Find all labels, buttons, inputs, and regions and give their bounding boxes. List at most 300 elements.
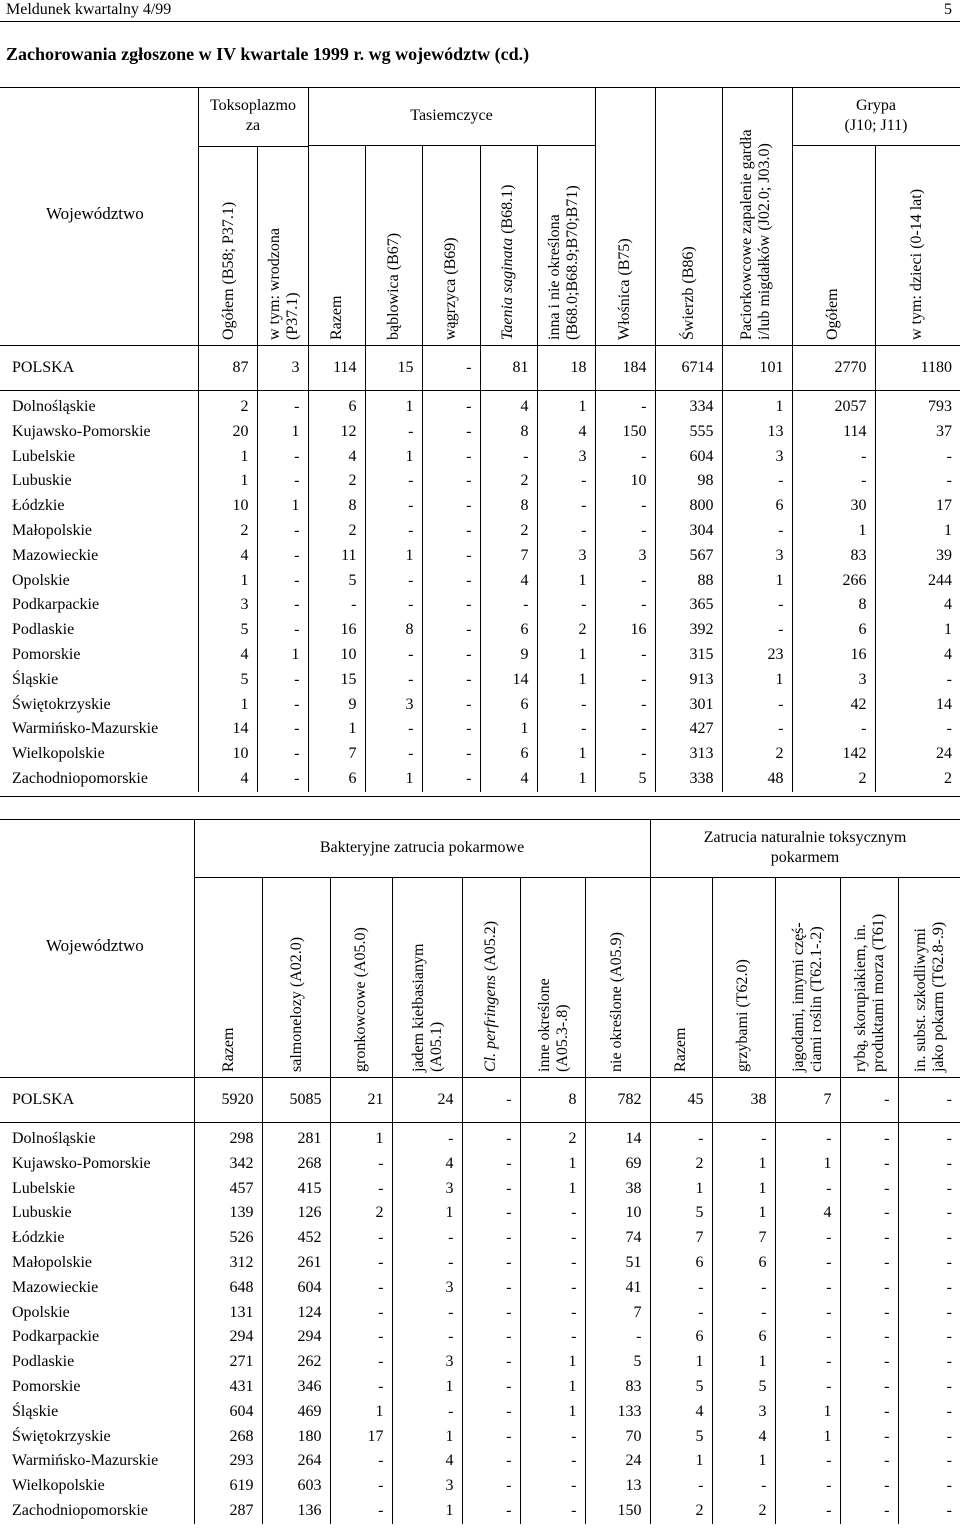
t1-div-1 — [198, 87, 199, 345]
table-cell: 8 — [480, 420, 537, 445]
table-cell: - — [480, 445, 537, 470]
table-cell: - — [595, 643, 655, 668]
table-cell: 4 — [392, 1152, 462, 1177]
table-cell: 7 — [308, 742, 365, 767]
table-cell: 24 — [585, 1449, 650, 1474]
table-cell: - — [775, 1350, 840, 1375]
table-row — [0, 1449, 960, 1474]
table-cell: 83 — [792, 544, 875, 569]
table-cell: 14 — [198, 717, 257, 742]
table-row — [0, 391, 960, 420]
table-cell: - — [520, 1449, 585, 1474]
table-cell: - — [775, 1375, 840, 1400]
table-cell: - — [330, 1226, 392, 1251]
table-cell: 6 — [308, 391, 365, 420]
table-cell: 1 — [365, 445, 422, 470]
table-cell: 427 — [655, 717, 722, 742]
table-cell: - — [898, 1474, 960, 1499]
table-cell: - — [257, 593, 308, 618]
table-cell: 1 — [392, 1425, 462, 1450]
table-cell: 7 — [480, 544, 537, 569]
table-cell: 3 — [712, 1400, 775, 1425]
region-name: Warmińsko-Mazurskie — [12, 720, 159, 738]
region-name: Śląskie — [12, 1402, 59, 1420]
table-cell: - — [462, 1226, 520, 1251]
table-cell: 526 — [194, 1226, 262, 1251]
table-cell: - — [330, 1350, 392, 1375]
table-row — [0, 544, 960, 569]
table-row — [0, 1425, 960, 1450]
col-jagodami-l1: jagodami, innymi częś- — [790, 922, 807, 1072]
col-inne-okreslone-l2: (A05.3-.8) — [554, 1004, 571, 1072]
table-cell: 1 — [257, 494, 308, 519]
table-cell: 16 — [308, 618, 365, 643]
table-row — [0, 618, 960, 643]
table-cell: 266 — [792, 569, 875, 594]
table-cell: - — [875, 445, 960, 470]
table-cell: - — [595, 519, 655, 544]
table-cell: 7 — [712, 1226, 775, 1251]
table-cell: - — [840, 1474, 898, 1499]
table2-top-rule — [0, 819, 960, 820]
table-cell: 8 — [520, 1078, 585, 1123]
table-cell: - — [330, 1301, 392, 1326]
table-cell: - — [712, 1123, 775, 1152]
table-cell: 16 — [595, 618, 655, 643]
col-grypa-dzieci: w tym: dzieci (0-14 lat) — [908, 188, 925, 340]
table-cell: 42 — [792, 693, 875, 718]
table-cell: - — [330, 1325, 392, 1350]
col-tas-razem: Razem — [328, 295, 345, 340]
table-cell: - — [520, 1499, 585, 1524]
table-cell: 1 — [792, 519, 875, 544]
region-name: Śląskie — [12, 670, 59, 688]
table-cell: - — [365, 717, 422, 742]
group-naturalne-l1: Zatrucia naturalnie toksycznym — [703, 829, 907, 846]
table-cell: - — [462, 1276, 520, 1301]
table-cell: - — [520, 1276, 585, 1301]
table-row — [0, 767, 960, 792]
table-cell: - — [775, 1123, 840, 1152]
region-name: Warmińsko-Mazurskie — [12, 1452, 159, 1470]
region-name: Pomorskie — [12, 645, 81, 663]
table-cell: - — [840, 1152, 898, 1177]
table-cell: 21 — [330, 1078, 392, 1123]
region-name: Podkarpackie — [12, 1328, 100, 1346]
region-name: Lubuskie — [12, 472, 72, 490]
table-cell: - — [898, 1425, 960, 1450]
table-cell: 3 — [537, 445, 595, 470]
table-cell: 1 — [520, 1177, 585, 1202]
table-cell: 5085 — [262, 1078, 330, 1123]
table-cell: - — [422, 544, 480, 569]
region-name: Kujawsko-Pomorskie — [12, 422, 151, 440]
table-cell: 1 — [712, 1350, 775, 1375]
table-cell: 1 — [650, 1350, 712, 1375]
table-cell: 4 — [392, 1449, 462, 1474]
col-toks-ogolem: Ogółem (B58; P37.1) — [220, 201, 237, 340]
table-row — [0, 519, 960, 544]
table-cell: - — [330, 1375, 392, 1400]
table-cell: 6 — [712, 1251, 775, 1276]
table-cell: 268 — [194, 1425, 262, 1450]
table-cell: - — [392, 1325, 462, 1350]
table1-woj-label: Województwo — [46, 204, 144, 223]
table-cell: 287 — [194, 1499, 262, 1524]
col-perfringens-name: Cl. perfringens — [482, 975, 499, 1072]
polska-row — [0, 346, 960, 391]
table-cell: - — [422, 767, 480, 792]
group-toksoplazmoza-label: Toksoplazmoza — [210, 97, 296, 134]
table-cell: - — [775, 1301, 840, 1326]
table-cell: 2770 — [792, 346, 875, 391]
col-tas-inna-l1: inna i nie określona — [546, 214, 563, 340]
table-cell: - — [840, 1350, 898, 1375]
table-cell: - — [712, 1276, 775, 1301]
table-cell: - — [257, 767, 308, 792]
table-row — [0, 1226, 960, 1251]
table-cell: - — [595, 668, 655, 693]
table-cell: 18 — [537, 346, 595, 391]
table-cell: - — [840, 1375, 898, 1400]
table-cell: 5 — [650, 1425, 712, 1450]
table-cell: 1 — [520, 1350, 585, 1375]
table-cell: 2 — [650, 1152, 712, 1177]
table-cell: 294 — [194, 1325, 262, 1350]
table-cell: 469 — [262, 1400, 330, 1425]
table-cell: 69 — [585, 1152, 650, 1177]
table-cell: 5 — [650, 1375, 712, 1400]
table-cell: - — [422, 569, 480, 594]
table-cell: - — [392, 1400, 462, 1425]
table-cell: - — [462, 1499, 520, 1524]
table-cell: 126 — [262, 1201, 330, 1226]
table-cell: 4 — [198, 643, 257, 668]
table-cell: - — [365, 494, 422, 519]
table-cell: 452 — [262, 1226, 330, 1251]
table2-woj-label: Województwo — [46, 936, 144, 955]
table-cell: 142 — [792, 742, 875, 767]
table-cell: - — [422, 469, 480, 494]
table-cell: 1 — [365, 767, 422, 792]
table-cell: 6 — [792, 618, 875, 643]
table-cell: - — [462, 1400, 520, 1425]
table-cell: 5 — [595, 767, 655, 792]
table-cell: 9 — [480, 643, 537, 668]
region-name: Mazowieckie — [12, 546, 99, 564]
table-cell: 24 — [392, 1078, 462, 1123]
region-name: Kujawsko-Pomorskie — [12, 1154, 151, 1172]
table-cell: 342 — [194, 1152, 262, 1177]
table-cell: 1 — [365, 544, 422, 569]
table-cell: 3 — [392, 1276, 462, 1301]
col-inne-okreslone-l1: inne określone — [536, 978, 553, 1072]
table-cell: 6 — [480, 742, 537, 767]
table-cell: 74 — [585, 1226, 650, 1251]
table-cell: 2 — [330, 1201, 392, 1226]
table-cell: 48 — [722, 767, 792, 792]
table-row — [0, 1177, 960, 1202]
region-name: Podlaskie — [12, 1353, 75, 1371]
group-toksoplazmoza — [198, 96, 308, 144]
col-grzybami: grzybami (T62.0) — [734, 959, 751, 1072]
table-cell: 114 — [792, 420, 875, 445]
table-cell: - — [722, 618, 792, 643]
col-tas-inna-l2: (B68.0;B68.9;B70;B71) — [564, 185, 581, 340]
col-in-subst-l1: in. subst. szkodliwymi — [912, 927, 929, 1072]
t2-div-1 — [194, 819, 195, 1077]
table-cell: - — [462, 1078, 520, 1123]
table-cell: 603 — [262, 1474, 330, 1499]
table-cell: - — [257, 693, 308, 718]
table-cell: - — [840, 1251, 898, 1276]
table-cell: 2 — [650, 1499, 712, 1524]
table-cell: - — [257, 391, 308, 420]
table-cell: 5 — [585, 1350, 650, 1375]
table-cell: - — [422, 618, 480, 643]
region-name: Zachodniopomorskie — [12, 1501, 148, 1519]
header-rule — [0, 21, 960, 22]
table-cell: 2 — [792, 767, 875, 792]
table-cell: 1 — [330, 1123, 392, 1152]
table-cell: 23 — [722, 643, 792, 668]
table-cell: 10 — [595, 469, 655, 494]
region-name: Mazowieckie — [12, 1278, 99, 1296]
table-cell: - — [520, 1201, 585, 1226]
table-cell: 6 — [650, 1251, 712, 1276]
table-cell: 1 — [722, 668, 792, 693]
table-cell: 365 — [655, 593, 722, 618]
table-cell: - — [792, 469, 875, 494]
table-cell: - — [365, 519, 422, 544]
table-cell: 10 — [308, 643, 365, 668]
table-cell: 304 — [655, 519, 722, 544]
table-cell: 1 — [392, 1375, 462, 1400]
table-cell: 45 — [650, 1078, 712, 1123]
table-row — [0, 494, 960, 519]
table-row — [0, 693, 960, 718]
table-cell: 1 — [198, 469, 257, 494]
table-row — [0, 1350, 960, 1375]
region-name: Dolnośląskie — [12, 398, 96, 415]
table-cell: 98 — [655, 469, 722, 494]
table-cell: 6 — [480, 618, 537, 643]
table-cell: - — [775, 1177, 840, 1202]
table-cell: 1 — [537, 391, 595, 420]
table-cell: - — [840, 1201, 898, 1226]
table-cell: 8 — [480, 494, 537, 519]
table-cell: - — [650, 1123, 712, 1152]
table-cell: 334 — [655, 391, 722, 420]
table-cell: 392 — [655, 618, 722, 643]
table-cell: - — [898, 1177, 960, 1202]
table-cell: 51 — [585, 1251, 650, 1276]
col-jadem-l2: (A05.1) — [428, 1021, 445, 1072]
table-cell: - — [775, 1474, 840, 1499]
table-cell: 1 — [722, 391, 792, 420]
table-cell: 5 — [712, 1375, 775, 1400]
table-cell: 1 — [875, 519, 960, 544]
table-cell: 2 — [308, 519, 365, 544]
table-cell: - — [330, 1499, 392, 1524]
table-cell: - — [840, 1449, 898, 1474]
table-cell: 2 — [712, 1499, 775, 1524]
table-cell: - — [775, 1449, 840, 1474]
table-cell: 1 — [537, 643, 595, 668]
region-name: POLSKA — [12, 1091, 75, 1108]
table-cell: 1 — [330, 1400, 392, 1425]
table-cell: 1 — [198, 445, 257, 470]
table-cell: - — [898, 1301, 960, 1326]
table-cell: 4 — [480, 569, 537, 594]
table-cell: - — [462, 1325, 520, 1350]
table-cell: 555 — [655, 420, 722, 445]
table-cell: 70 — [585, 1425, 650, 1450]
table-cell: - — [722, 593, 792, 618]
table-cell: 1 — [775, 1152, 840, 1177]
table-cell: 39 — [875, 544, 960, 569]
table-cell: - — [537, 693, 595, 718]
table-cell: 2 — [520, 1123, 585, 1152]
table-cell: - — [840, 1301, 898, 1326]
table-cell: 782 — [585, 1078, 650, 1123]
table-cell: 38 — [712, 1078, 775, 1123]
col-ryba-l2: produktami morza (T61) — [870, 913, 887, 1072]
table-cell: 2 — [480, 519, 537, 544]
table-cell: - — [365, 469, 422, 494]
table-cell: - — [595, 742, 655, 767]
table-cell: - — [330, 1152, 392, 1177]
table-cell: - — [330, 1177, 392, 1202]
table-cell: 13 — [722, 420, 792, 445]
table-row — [0, 445, 960, 470]
table-cell: 298 — [194, 1123, 262, 1152]
table-cell: - — [875, 717, 960, 742]
table-cell: 262 — [262, 1350, 330, 1375]
table-cell: 913 — [655, 668, 722, 693]
table-cell: - — [422, 420, 480, 445]
region-name: Lubuskie — [12, 1204, 72, 1222]
table-cell: 139 — [194, 1201, 262, 1226]
group-bakteryjne: Bakteryjne zatrucia pokarmowe — [194, 838, 650, 878]
polska-row — [0, 1078, 960, 1123]
table-cell: - — [840, 1177, 898, 1202]
table-cell: - — [722, 519, 792, 544]
table-cell: 2 — [198, 391, 257, 420]
table-cell: - — [422, 717, 480, 742]
table-row — [0, 1474, 960, 1499]
table-cell: - — [422, 643, 480, 668]
table-cell: 2 — [537, 618, 595, 643]
table-cell: - — [422, 742, 480, 767]
table-row — [0, 469, 960, 494]
table-cell: 7 — [650, 1226, 712, 1251]
col-salmonelozy: salmonelozy (A02.0) — [288, 936, 305, 1072]
table-cell: 12 — [308, 420, 365, 445]
table-cell: - — [775, 1325, 840, 1350]
table-cell: 83 — [585, 1375, 650, 1400]
table-cell: 301 — [655, 693, 722, 718]
table1-top-rule — [0, 87, 960, 88]
table-cell: 30 — [792, 494, 875, 519]
table-cell: - — [422, 519, 480, 544]
table-cell: - — [257, 668, 308, 693]
table-cell: - — [330, 1449, 392, 1474]
table-cell: 261 — [262, 1251, 330, 1276]
table-cell: 1 — [520, 1400, 585, 1425]
table-cell: 10 — [198, 494, 257, 519]
table-cell: - — [595, 569, 655, 594]
table-cell: 3 — [792, 668, 875, 693]
table-cell: - — [520, 1325, 585, 1350]
table-row — [0, 1301, 960, 1326]
col-gronkowcowe: gronkowcowe (A05.0) — [352, 927, 369, 1072]
table-cell: - — [775, 1276, 840, 1301]
table-cell: 312 — [194, 1251, 262, 1276]
table-row — [0, 1499, 960, 1524]
table-cell: - — [650, 1301, 712, 1326]
table-cell: 2 — [198, 519, 257, 544]
table-cell: 271 — [194, 1350, 262, 1375]
table-cell: 1 — [712, 1201, 775, 1226]
header-page-number: 5 — [944, 1, 952, 18]
table-cell: - — [330, 1276, 392, 1301]
table-row — [0, 742, 960, 767]
table-cell: 2 — [722, 742, 792, 767]
table-cell: - — [462, 1201, 520, 1226]
table-cell: - — [840, 1425, 898, 1450]
table-cell: 4 — [308, 445, 365, 470]
table-cell: 1 — [257, 420, 308, 445]
table-cell: 2057 — [792, 391, 875, 420]
table-cell: - — [712, 1301, 775, 1326]
table2-body — [0, 1078, 960, 1524]
table1-body — [0, 346, 960, 792]
col-toks-wrodzona-l2: (P37.1) — [284, 292, 301, 340]
table-cell: 37 — [875, 420, 960, 445]
table-cell: 17 — [330, 1425, 392, 1450]
region-name: Wielkopolskie — [12, 745, 105, 763]
table-cell: - — [422, 346, 480, 391]
col-wlosnica: Włośnica (B75) — [616, 238, 633, 340]
table-cell: - — [365, 742, 422, 767]
table-cell: 150 — [585, 1499, 650, 1524]
table-cell: - — [840, 1499, 898, 1524]
region-name: Podkarpackie — [12, 596, 100, 614]
table-cell: - — [595, 494, 655, 519]
table-cell: 15 — [365, 346, 422, 391]
table-cell: 2 — [480, 469, 537, 494]
table-cell: 4 — [198, 544, 257, 569]
table-cell: - — [462, 1251, 520, 1276]
col-paciorkowcowe-l2: i/lub migdałków (J02.0; J03.0) — [756, 143, 773, 340]
table-row — [0, 643, 960, 668]
table-cell: - — [898, 1375, 960, 1400]
table-cell: - — [712, 1474, 775, 1499]
table-cell: - — [520, 1251, 585, 1276]
region-name: Świętokrzyskie — [12, 1427, 111, 1445]
page-title: Zachorowania zgłoszone w IV kwartale 1999 r. wg województw (cd.) — [6, 44, 530, 64]
table-row — [0, 1251, 960, 1276]
col-tas-saginata-name: Taenia saginata — [499, 237, 516, 340]
table-cell: 1 — [537, 767, 595, 792]
table-cell: 2 — [875, 767, 960, 792]
table-cell: 1 — [775, 1400, 840, 1425]
table-cell: 293 — [194, 1449, 262, 1474]
table-cell: 244 — [875, 569, 960, 594]
table-cell: - — [840, 1078, 898, 1123]
group-naturalne — [650, 828, 960, 878]
